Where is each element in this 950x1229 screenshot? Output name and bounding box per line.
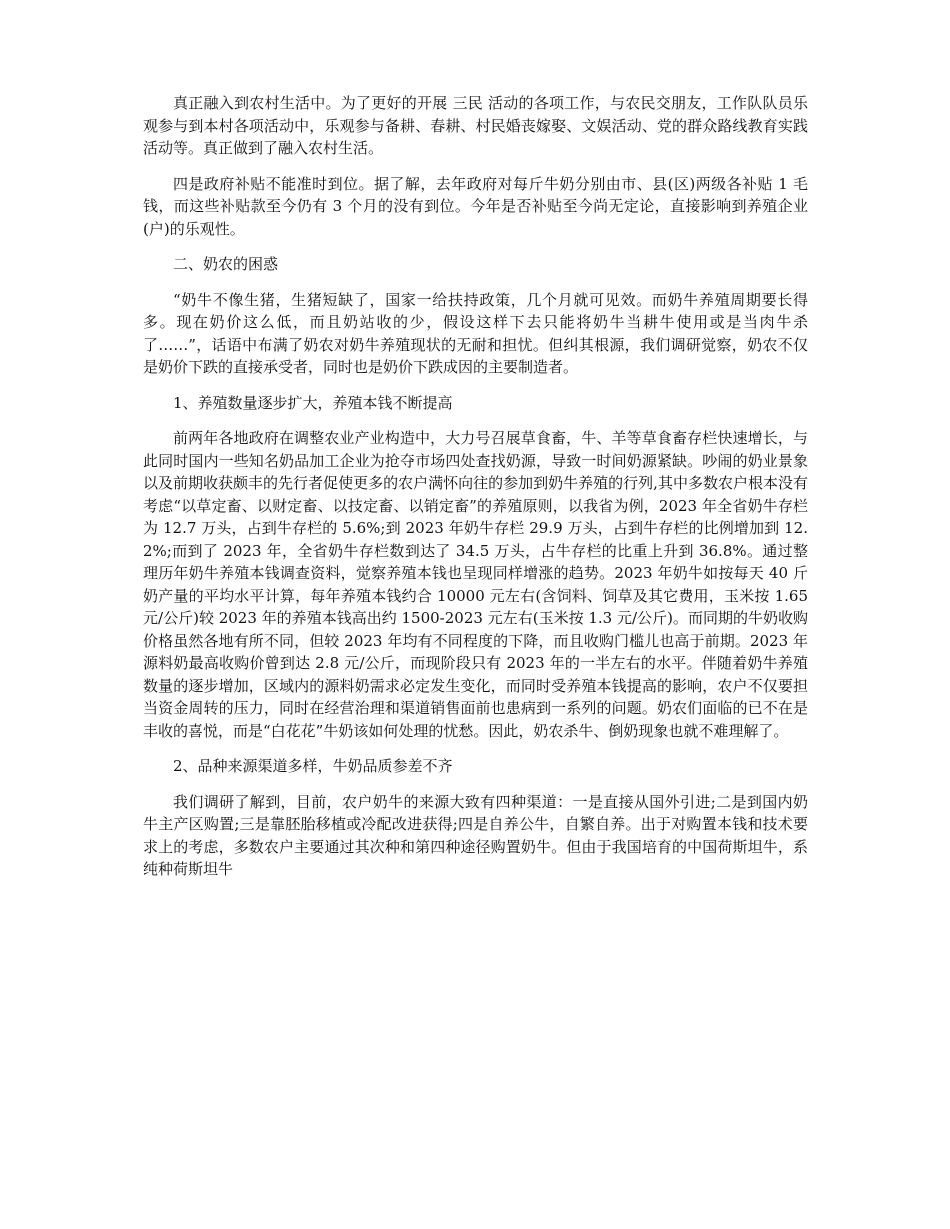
paragraph-farmer-quote: “奶牛不像生猪，生猪短缺了，国家一给扶持政策，几个月就可见效。而奶牛养殖周期要长得多。现在奶价这么低，而且奶站收的少，假设这样下去只能将奶牛当耕牛使用或是当肉牛杀了……”，话语中布满了奶农对奶牛养殖现状的无耐和担忧。但纠其根源，我们调研觉察，奶农不仅是奶价下跌的直接承受者，同时也是奶价下跌成因的主要制造者。 [143, 290, 808, 376]
paragraph-subsidy: 四是政府补贴不能准时到位。据了解，去年政府对每斤牛奶分别由市、县(区)两级各补贴 1 毛钱，而这些补贴款至今仍有 3 个月的没有到位。今年是否补贴至今尚无定论，直接影响到养殖企业(户)的乐观性。 [143, 174, 808, 238]
subheading-breed-sources: 2、品种来源渠道多样，牛奶品质参差不齐 [173, 757, 453, 775]
section-heading-dairy-farmers-confusion: 二、奶农的困惑 [173, 255, 279, 273]
paragraph-breed-sources: 我们调研了解到，目前，农户奶牛的来源大致有四种渠道：一是直接从国外引进;二是到国内奶牛主产区购置;三是靠胚胎移植或冷配改进获得;四是自养公牛，自繁自养。出于对购置本钱和技术要求上的考虑，多数农户主要通过其次种和第四种途径购置奶牛。但由于我国培育的中国荷斯坦牛，系纯种荷斯坦牛 [143, 792, 808, 878]
subheading-scale-and-cost: 1、养殖数量逐步扩大，养殖本钱不断提高 [173, 393, 453, 412]
document-body [143, 92, 808, 894]
paragraph-integration: 真正融入到农村生活中。为了更好的开展 三民 活动的各项工作，与农民交朋友，工作队队员乐观参与到本村各项活动中，乐观参与备耕、春耕、村民婚丧嫁娶、文娱活动、党的群众路线教育实践活动等。真正做到了融入农村生活。 [143, 94, 808, 157]
paragraph-scale-and-cost: 前两年各地政府在调整农业产业构造中，大力号召展草食畜，牛、羊等草食畜存栏快速增长，与此同时国内一些知名奶品加工企业为抢夺市场四处查找奶源，导致一时间奶源紧缺。吵闹的奶业景象以及前期收获颇丰的先行者促使更多的农户满怀向往的参加到奶牛养殖的行列,其中多数农户根本没有考虑“以草定畜、以财定畜、以技定畜、以销定畜”的养殖原则，以我省为例，2023 年全省奶牛存栏为 12.7 万头，占到牛存栏的 5.6%;到 2023 年奶牛存栏 29.9 万头，占到牛存栏的比例增加到 12.2%;而到了 2023 年，全省奶牛存栏数到达了 34.5 万头，占牛存栏的比重上升到 36.8%。通过整理历年奶牛养殖本钱调查资料，觉察养殖本钱也呈现同样增涨的趋势。2023 年奶牛如按每天 40 斤奶产量的平均水平计算，每年养殖本钱约合 10000 元左右(含饲料、饲草及其它费用，玉米按 1.65 元/公斤)较 2023 年的养殖本钱高出约 1500-2023 元左右(玉米按 1.3 元/公斤)。而同期的牛奶收购价格虽然各地有所不同，但较 2023 年均有不同程度的下降，而且收购门槛儿也高于前期。2023 年源料奶最高收购价曾到达 2.8 元/公斤，而现阶段只有 2023 年的一半左右的水平。伴随着奶牛养殖数量的逐步增加，区域内的源料奶需求必定发生变化，而同时受养殖本钱提高的影响，农户不仅要担当资金周转的压力，同时在经营治理和渠道销售面前也患病到一系列的问题。奶农们面临的已不在是丰收的喜悦，而是“白花花”牛奶该如何处理的忧愁。因此，奶农杀牛、倒奶现象也就不难理解了。 [143, 429, 808, 740]
